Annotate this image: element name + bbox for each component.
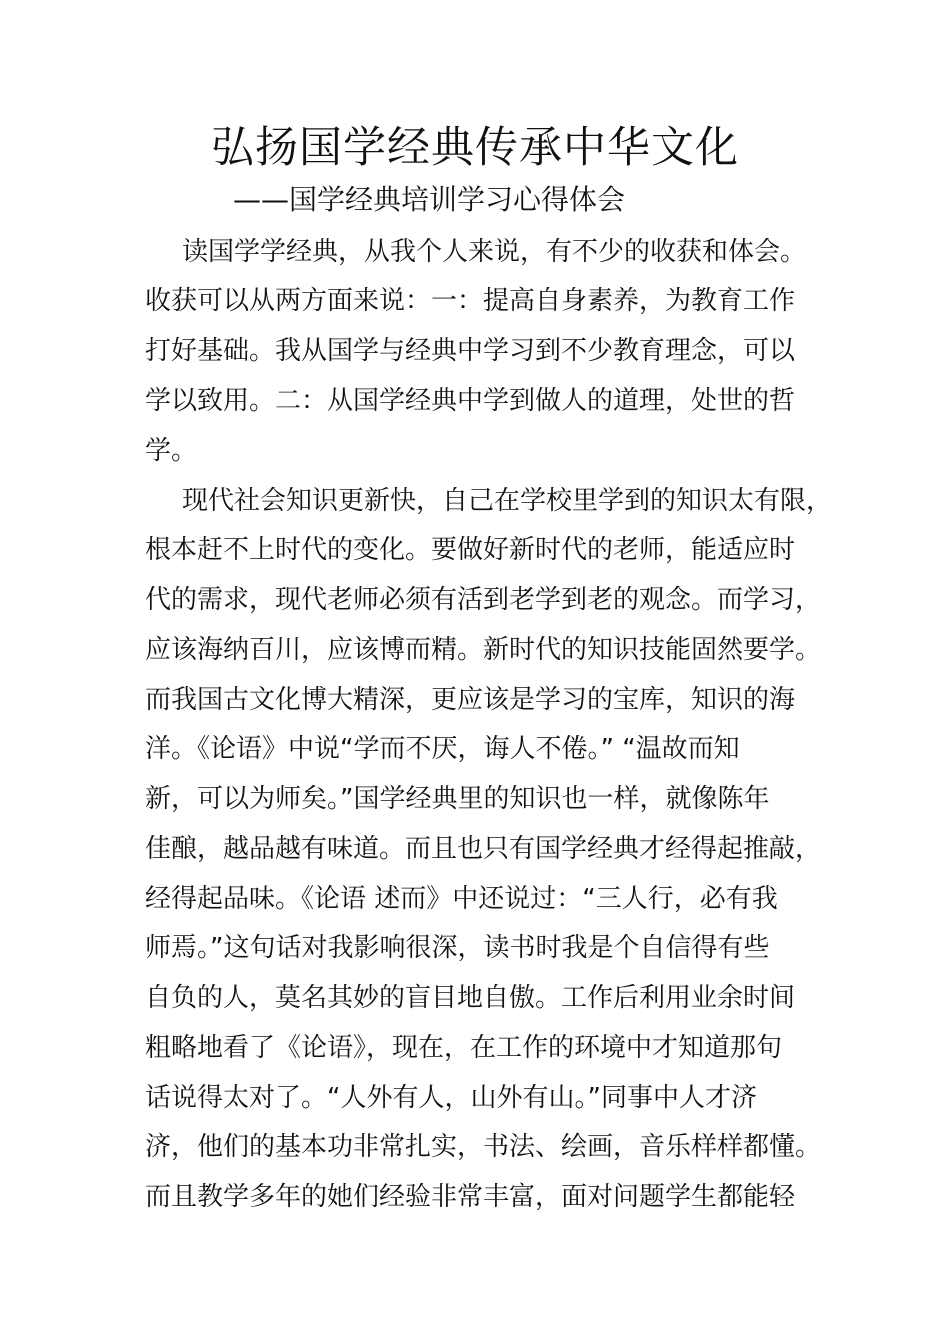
- body-line: 佳酿，越品越有味道。而且也只有国学经典才经得起推敲，: [145, 834, 822, 864]
- body-line: 话说得太对了。“人外有人，山外有山。”同事中人才济: [145, 1083, 757, 1113]
- body-line: 洋。《论语》中说“学而不厌，诲人不倦。” “温故而知: [145, 734, 740, 764]
- body-line: 新，可以为师矣。”国学经典里的知识也一样，就像陈年: [145, 784, 770, 814]
- body-line: 济，他们的基本功非常扎实，书法、绘画，音乐样样都懂。: [145, 1132, 822, 1162]
- body-line: 收获可以从两方面来说：一：提高自身素养，为教育工作: [145, 286, 796, 316]
- body-line: 粗略地看了《论语》，现在，在工作的环境中才知道那句: [145, 1033, 783, 1063]
- body-line: 应该海纳百川，应该博而精。新时代的知识技能固然要学。: [145, 635, 822, 665]
- body-line: 经得起品味。《论语 述而》中还说过：“三人行，必有我: [145, 884, 778, 914]
- body-line: 现代社会知识更新快，自己在学校里学到的知识太有限，: [182, 486, 833, 516]
- body-line: 师焉。”这句话对我影响很深，读书时我是个自信得有些: [145, 933, 770, 963]
- body-line: 学。: [145, 436, 198, 466]
- document-subtitle: ——国学经典培训学习心得体会: [233, 183, 626, 216]
- body-line: 代的需求，现代老师必须有活到老学到老的观念。而学习，: [145, 585, 822, 615]
- document-title: 弘扬国学经典传承中华文化: [211, 123, 739, 173]
- body-line: 根本赶不上时代的变化。要做好新时代的老师，能适应时: [145, 535, 796, 565]
- body-line: 打好基础。我从国学与经典中学习到不少教育理念，可以: [145, 336, 796, 366]
- body-line: 而我国古文化博大精深，更应该是学习的宝库，知识的海: [145, 685, 796, 715]
- body-line: 自负的人，莫名其妙的盲目地自傲。工作后利用业余时间: [145, 983, 796, 1013]
- body-line: 学以致用。二：从国学经典中学到做人的道理，处世的哲: [145, 386, 796, 416]
- body-line: 而且教学多年的她们经验非常丰富，面对问题学生都能轻: [145, 1182, 796, 1212]
- body-line: 读国学学经典，从我个人来说，有不少的收获和体会。: [182, 237, 807, 267]
